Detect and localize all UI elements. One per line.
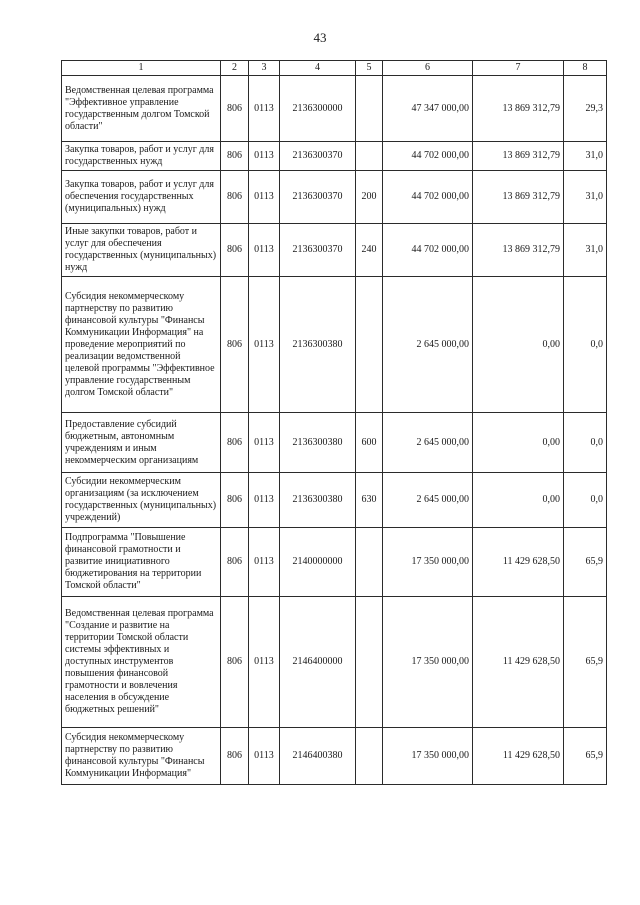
column-header: 2 <box>221 61 249 76</box>
table-row <box>62 142 607 171</box>
target-article-cell: 2136300380 <box>280 473 356 528</box>
execution-percent-cell: 0,0 <box>564 473 607 528</box>
execution-percent-cell: 0,0 <box>564 277 607 413</box>
column-header: 5 <box>356 61 383 76</box>
table-row <box>62 413 607 473</box>
planned-amount-cell: 44 702 000,00 <box>383 171 473 224</box>
target-article-cell: 2136300380 <box>280 277 356 413</box>
target-article-cell: 2136300380 <box>280 413 356 473</box>
expense-type-cell <box>356 528 383 597</box>
row-name-cell: Иные закупки товаров, работ и услуг для обеспечения государственных (муниципальных) нужд <box>62 224 221 277</box>
section-code-cell: 0113 <box>249 528 280 597</box>
section-code-cell: 0113 <box>249 171 280 224</box>
row-name-cell: Закупка товаров, работ и услуг для государственных нужд <box>62 142 221 171</box>
column-header: 1 <box>62 61 221 76</box>
grbs-code-cell: 806 <box>221 473 249 528</box>
planned-amount-cell: 17 350 000,00 <box>383 728 473 785</box>
execution-percent-cell: 31,0 <box>564 224 607 277</box>
table-row <box>62 728 607 785</box>
table-row <box>62 473 607 528</box>
planned-amount-cell: 17 350 000,00 <box>383 597 473 728</box>
execution-percent-cell: 65,9 <box>564 528 607 597</box>
section-code-cell: 0113 <box>249 142 280 171</box>
expense-type-cell <box>356 597 383 728</box>
executed-amount-cell: 11 429 628,50 <box>473 597 564 728</box>
column-header: 8 <box>564 61 607 76</box>
section-code-cell: 0113 <box>249 728 280 785</box>
executed-amount-cell: 0,00 <box>473 277 564 413</box>
row-name-cell: Субсидия некоммерческому партнерству по развитию финансовой культуры "Финансы Коммуникации Информация" <box>62 728 221 785</box>
table-row <box>62 171 607 224</box>
table-row <box>62 597 607 728</box>
table-row <box>62 277 607 413</box>
execution-percent-cell: 31,0 <box>564 171 607 224</box>
target-article-cell: 2140000000 <box>280 528 356 597</box>
page-number: 43 <box>313 30 327 45</box>
row-name-cell: Ведомственная целевая программа "Эффективное управление государственным долгом Томской области" <box>62 76 221 142</box>
grbs-code-cell: 806 <box>221 528 249 597</box>
section-code-cell: 0113 <box>249 224 280 277</box>
planned-amount-cell: 2 645 000,00 <box>383 413 473 473</box>
row-name-cell: Подпрограмма "Повышение финансовой грамотности и развитие инициативного бюджетирования на территории Томской области" <box>62 528 221 597</box>
planned-amount-cell: 47 347 000,00 <box>383 76 473 142</box>
grbs-code-cell: 806 <box>221 76 249 142</box>
expense-type-cell: 630 <box>356 473 383 528</box>
executed-amount-cell: 0,00 <box>473 473 564 528</box>
executed-amount-cell: 0,00 <box>473 413 564 473</box>
target-article-cell: 2136300370 <box>280 142 356 171</box>
expense-type-cell <box>356 142 383 171</box>
column-header: 3 <box>249 61 280 76</box>
execution-percent-cell: 29,3 <box>564 76 607 142</box>
executed-amount-cell: 13 869 312,79 <box>473 171 564 224</box>
column-number-row <box>62 61 607 76</box>
section-code-cell: 0113 <box>249 76 280 142</box>
grbs-code-cell: 806 <box>221 597 249 728</box>
row-name-cell: Субсидия некоммерческому партнерству по развитию финансовой культуры "Финансы Коммуникации Информация" на проведение мероприятий по реализации ведомственной целевой программы "Эффективное управление государственным долгом Томской области" <box>62 277 221 413</box>
grbs-code-cell: 806 <box>221 413 249 473</box>
target-article-cell: 2136300370 <box>280 171 356 224</box>
table-row <box>62 528 607 597</box>
execution-percent-cell: 65,9 <box>564 728 607 785</box>
grbs-code-cell: 806 <box>221 224 249 277</box>
expense-type-cell: 600 <box>356 413 383 473</box>
table-row <box>62 224 607 277</box>
planned-amount-cell: 44 702 000,00 <box>383 224 473 277</box>
column-header: 4 <box>280 61 356 76</box>
planned-amount-cell: 2 645 000,00 <box>383 277 473 413</box>
target-article-cell: 2146400000 <box>280 597 356 728</box>
target-article-cell: 2146400380 <box>280 728 356 785</box>
executed-amount-cell: 13 869 312,79 <box>473 142 564 171</box>
row-name-cell: Закупка товаров, работ и услуг для обеспечения государственных (муниципальных) нужд <box>62 171 221 224</box>
section-code-cell: 0113 <box>249 597 280 728</box>
executed-amount-cell: 13 869 312,79 <box>473 224 564 277</box>
table-body <box>62 76 607 785</box>
executed-amount-cell: 11 429 628,50 <box>473 528 564 597</box>
budget-execution-table <box>61 60 607 785</box>
grbs-code-cell: 806 <box>221 142 249 171</box>
target-article-cell: 2136300000 <box>280 76 356 142</box>
row-name-cell: Предоставление субсидий бюджетным, автономным учреждениям и иным некоммерческим организациям <box>62 413 221 473</box>
table-row <box>62 76 607 142</box>
execution-percent-cell: 31,0 <box>564 142 607 171</box>
target-article-cell: 2136300370 <box>280 224 356 277</box>
row-name-cell: Субсидии некоммерческим организациям (за исключением государственных (муниципальных) учреждений) <box>62 473 221 528</box>
section-code-cell: 0113 <box>249 277 280 413</box>
planned-amount-cell: 17 350 000,00 <box>383 528 473 597</box>
section-code-cell: 0113 <box>249 473 280 528</box>
planned-amount-cell: 2 645 000,00 <box>383 473 473 528</box>
grbs-code-cell: 806 <box>221 728 249 785</box>
grbs-code-cell: 806 <box>221 277 249 413</box>
executed-amount-cell: 13 869 312,79 <box>473 76 564 142</box>
planned-amount-cell: 44 702 000,00 <box>383 142 473 171</box>
execution-percent-cell: 65,9 <box>564 597 607 728</box>
column-header: 6 <box>383 61 473 76</box>
section-code-cell: 0113 <box>249 413 280 473</box>
column-header: 7 <box>473 61 564 76</box>
expense-type-cell <box>356 277 383 413</box>
expense-type-cell: 200 <box>356 171 383 224</box>
expense-type-cell <box>356 728 383 785</box>
execution-percent-cell: 0,0 <box>564 413 607 473</box>
grbs-code-cell: 806 <box>221 171 249 224</box>
expense-type-cell <box>356 76 383 142</box>
row-name-cell: Ведомственная целевая программа "Создание и развитие на территории Томской области системы эффективных и доступных инструментов повышения финансовой грамотности и вовлечения населения в обсуждение бюджетных решений" <box>62 597 221 728</box>
expense-type-cell: 240 <box>356 224 383 277</box>
executed-amount-cell: 11 429 628,50 <box>473 728 564 785</box>
